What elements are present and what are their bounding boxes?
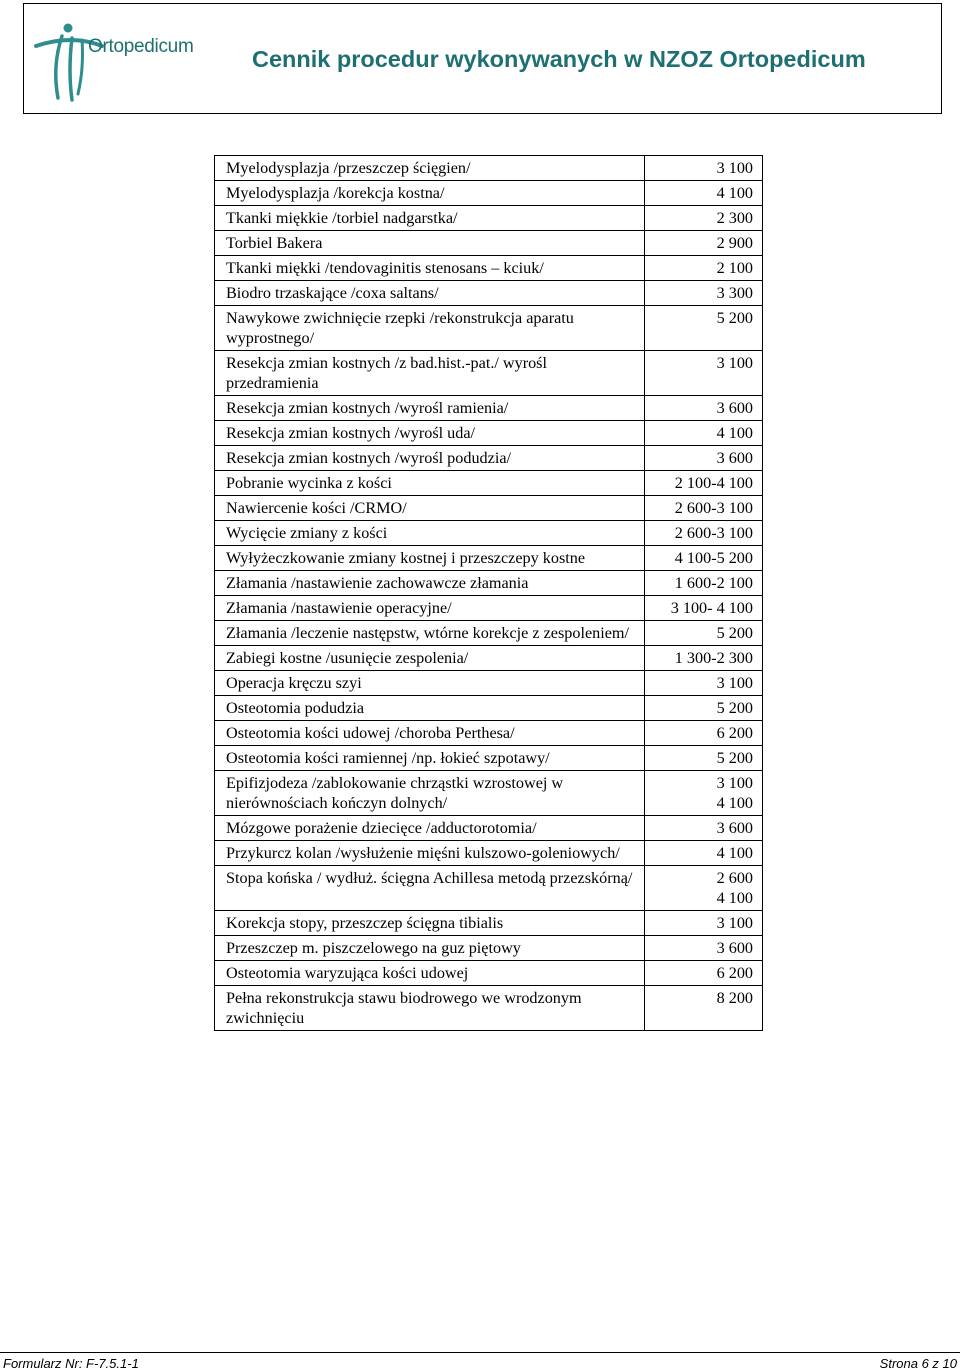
procedure-name: Osteotomia podudzia bbox=[215, 696, 645, 721]
procedure-name: Pełna rekonstrukcja stawu biodrowego we wrodzonym zwichnięciu bbox=[215, 986, 645, 1031]
procedure-price: 3 600 bbox=[645, 936, 763, 961]
logo-text: Ortopedicum bbox=[88, 36, 194, 57]
procedure-price: 3 100 4 100 bbox=[645, 771, 763, 816]
ortopedicum-logo-icon bbox=[32, 16, 202, 106]
form-number: Formularz Nr: F-7.5.1-1 bbox=[3, 1356, 139, 1371]
procedure-name: Osteotomia kości ramiennej /np. łokieć szpotawy/ bbox=[215, 746, 645, 771]
table-row bbox=[215, 156, 763, 181]
table-row bbox=[215, 596, 763, 621]
procedure-name: Złamania /nastawienie operacyjne/ bbox=[215, 596, 645, 621]
table-row bbox=[215, 746, 763, 771]
procedure-price: 2 900 bbox=[645, 231, 763, 256]
procedure-name: Złamania /nastawienie zachowawcze złamania bbox=[215, 571, 645, 596]
procedure-name: Przykurcz kolan /wysłużenie mięśni kulszowo-goleniowych/ bbox=[215, 841, 645, 866]
table-row bbox=[215, 961, 763, 986]
document-title: Cennik procedur wykonywanych w NZOZ Ortopedicum bbox=[252, 46, 866, 72]
table-row bbox=[215, 421, 763, 446]
footer-divider bbox=[0, 1352, 960, 1353]
price-table bbox=[214, 155, 763, 1031]
procedure-price: 5 200 bbox=[645, 306, 763, 351]
procedure-price: 2 600 4 100 bbox=[645, 866, 763, 911]
procedure-name: Przeszczep m. piszczelowego na guz piętowy bbox=[215, 936, 645, 961]
procedure-name: Resekcja zmian kostnych /wyrośl ramienia/ bbox=[215, 396, 645, 421]
table-row bbox=[215, 721, 763, 746]
procedure-name: Resekcja zmian kostnych /wyrośl uda/ bbox=[215, 421, 645, 446]
procedure-price: 2 600-3 100 bbox=[645, 496, 763, 521]
procedure-name: Resekcja zmian kostnych /z bad.hist.-pat./ wyrośl przedramienia bbox=[215, 351, 645, 396]
procedure-price: 3 300 bbox=[645, 281, 763, 306]
procedure-name: Stopa końska / wydłuż. ścięgna Achillesa metodą przezskórną/ bbox=[215, 866, 645, 911]
procedure-price: 5 200 bbox=[645, 621, 763, 646]
procedure-name: Tkanki miękki /tendovaginitis stenosans – kciuk/ bbox=[215, 256, 645, 281]
procedure-price: 3 100- 4 100 bbox=[645, 596, 763, 621]
procedure-price: 1 600-2 100 bbox=[645, 571, 763, 596]
table-row bbox=[215, 671, 763, 696]
table-row bbox=[215, 621, 763, 646]
procedure-name: Złamania /leczenie następstw, wtórne korekcje z zespoleniem/ bbox=[215, 621, 645, 646]
procedure-price: 3 100 bbox=[645, 671, 763, 696]
procedure-name: Korekcja stopy, przeszczep ścięgna tibialis bbox=[215, 911, 645, 936]
table-row bbox=[215, 546, 763, 571]
procedure-name: Pobranie wycinka z kości bbox=[215, 471, 645, 496]
procedure-price: 2 600-3 100 bbox=[645, 521, 763, 546]
table-row bbox=[215, 571, 763, 596]
procedure-price: 6 200 bbox=[645, 961, 763, 986]
table-row bbox=[215, 281, 763, 306]
procedure-price: 6 200 bbox=[645, 721, 763, 746]
table-row bbox=[215, 771, 763, 816]
procedure-price: 4 100-5 200 bbox=[645, 546, 763, 571]
table-row bbox=[215, 181, 763, 206]
procedure-name: Resekcja zmian kostnych /wyrośl podudzia/ bbox=[215, 446, 645, 471]
procedure-name: Nawykowe zwichnięcie rzepki /rekonstrukcja aparatu wyprostnego/ bbox=[215, 306, 645, 351]
table-row bbox=[215, 206, 763, 231]
procedure-name: Biodro trzaskające /coxa saltans/ bbox=[215, 281, 645, 306]
procedure-price: 3 100 bbox=[645, 351, 763, 396]
procedure-name: Myelodysplazja /przeszczep ścięgien/ bbox=[215, 156, 645, 181]
table-row bbox=[215, 866, 763, 911]
table-row bbox=[215, 696, 763, 721]
procedure-price: 3 600 bbox=[645, 446, 763, 471]
procedure-price: 3 100 bbox=[645, 156, 763, 181]
procedure-name: Torbiel Bakera bbox=[215, 231, 645, 256]
procedure-price: 2 100-4 100 bbox=[645, 471, 763, 496]
table-row bbox=[215, 911, 763, 936]
procedure-price: 4 100 bbox=[645, 181, 763, 206]
table-row bbox=[215, 471, 763, 496]
procedure-name: Zabiegi kostne /usunięcie zespolenia/ bbox=[215, 646, 645, 671]
procedure-name: Tkanki miękkie /torbiel nadgarstka/ bbox=[215, 206, 645, 231]
table-row bbox=[215, 306, 763, 351]
table-row bbox=[215, 816, 763, 841]
table-row bbox=[215, 496, 763, 521]
table-row bbox=[215, 936, 763, 961]
procedure-price: 3 600 bbox=[645, 396, 763, 421]
procedure-price: 2 100 bbox=[645, 256, 763, 281]
procedure-name: Osteotomia kości udowej /choroba Perthesa/ bbox=[215, 721, 645, 746]
procedure-name: Epifizjodeza /zablokowanie chrząstki wzrostowej w nierównościach kończyn dolnych/ bbox=[215, 771, 645, 816]
procedure-name: Wycięcie zmiany z kości bbox=[215, 521, 645, 546]
procedure-name: Osteotomia waryzująca kości udowej bbox=[215, 961, 645, 986]
page-number: Strona 6 z 10 bbox=[879, 1356, 957, 1371]
table-row bbox=[215, 986, 763, 1031]
procedure-price: 3 100 bbox=[645, 911, 763, 936]
procedure-price: 2 300 bbox=[645, 206, 763, 231]
procedure-price: 3 600 bbox=[645, 816, 763, 841]
procedure-price: 1 300-2 300 bbox=[645, 646, 763, 671]
procedure-name: Myelodysplazja /korekcja kostna/ bbox=[215, 181, 645, 206]
procedure-price: 8 200 bbox=[645, 986, 763, 1031]
procedure-price: 4 100 bbox=[645, 841, 763, 866]
table-row bbox=[215, 841, 763, 866]
procedure-price: 5 200 bbox=[645, 696, 763, 721]
procedure-name: Nawiercenie kości /CRMO/ bbox=[215, 496, 645, 521]
table-row bbox=[215, 396, 763, 421]
procedure-price: 4 100 bbox=[645, 421, 763, 446]
procedure-name: Mózgowe porażenie dziecięce /adductorotomia/ bbox=[215, 816, 645, 841]
table-row bbox=[215, 521, 763, 546]
table-row bbox=[215, 446, 763, 471]
document-header bbox=[23, 3, 942, 114]
table-row bbox=[215, 231, 763, 256]
procedure-price: 5 200 bbox=[645, 746, 763, 771]
procedure-name: Wyłyżeczkowanie zmiany kostnej i przeszczepy kostne bbox=[215, 546, 645, 571]
table-row bbox=[215, 351, 763, 396]
table-row bbox=[215, 646, 763, 671]
procedure-name: Operacja kręczu szyi bbox=[215, 671, 645, 696]
table-row bbox=[215, 256, 763, 281]
